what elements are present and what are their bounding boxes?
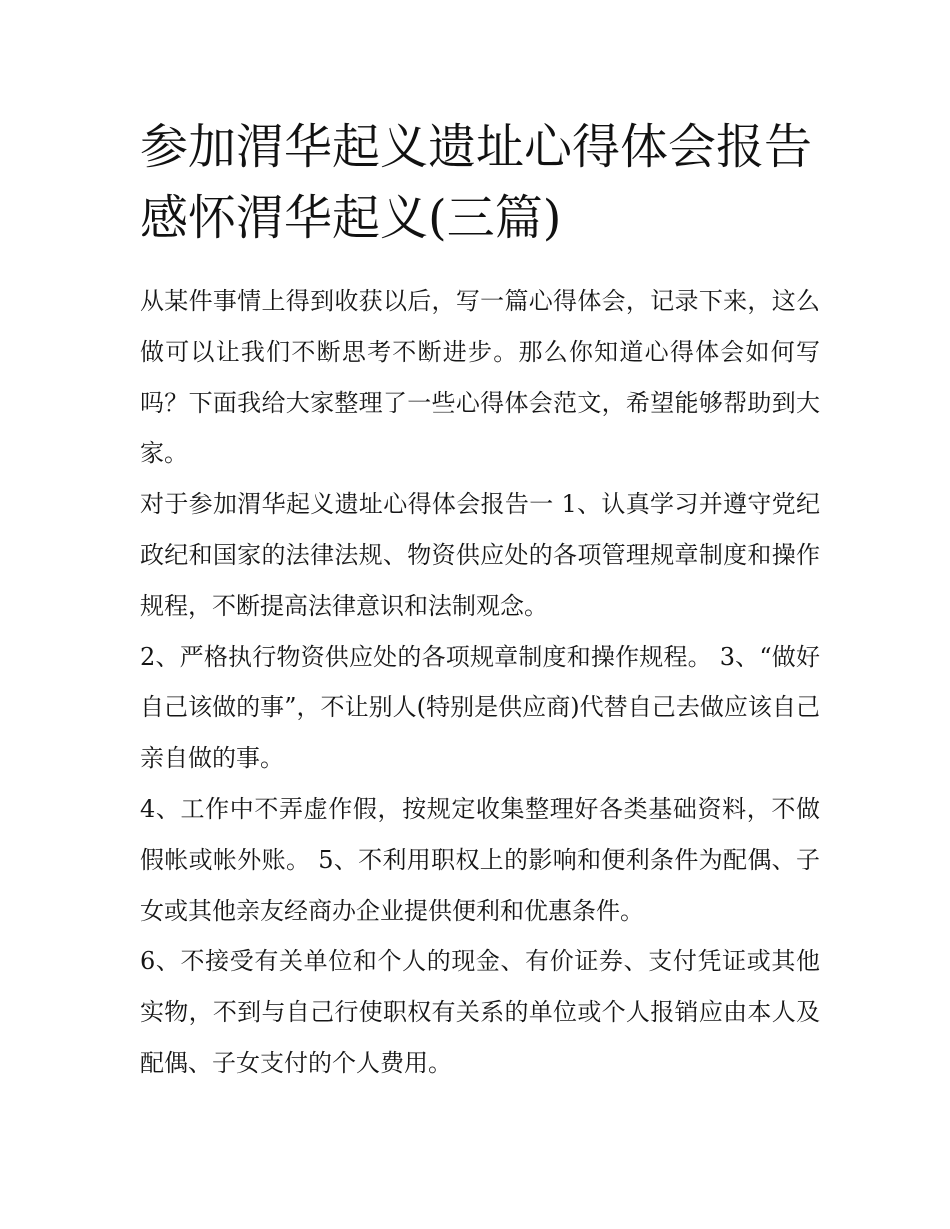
paragraph-item-1: 对于参加渭华起义遗址心得体会报告一 1、认真学习并遵守党纪政纪和国家的法律法规、物资供应处的各项管理规章制度和操作规程，不断提高法律意识和法制观念。 bbox=[140, 490, 820, 620]
paragraph-items-4-5: 4、工作中不弄虚作假，按规定收集整理好各类基础资料，不做假帐或帐外账。 5、不利用职权上的影响和便利条件为配偶、子女或其他亲友经商办企业提供便利和优惠条件。 bbox=[140, 794, 820, 925]
paragraph-items-2-3: 2、严格执行物资供应处的各项规章制度和操作规程。 3、“做好自己该做的事”，不让别人(特别是供应商)代替自己去做应该自己亲自做的事。 bbox=[140, 642, 820, 773]
paragraph-item-6: 6、不接受有关单位和个人的现金、有价证券、支付凭证或其他实物，不到与自己行使职权有关系的单位或个人报销应由本人及配偶、子女支付的个人费用。 bbox=[140, 947, 820, 1077]
document-title: 参加渭华起义遗址心得体会报告 感怀渭华起义(三篇) bbox=[140, 119, 813, 246]
paragraph-intro: 从某件事情上得到收获以后，写一篇心得体会，记录下来，这么做可以让我们不断思考不断进步。那么你知道心得体会如何写吗？下面我给大家整理了一些心得体会范文，希望能够帮助到大家。 bbox=[140, 287, 820, 468]
document-body bbox=[140, 276, 820, 1089]
